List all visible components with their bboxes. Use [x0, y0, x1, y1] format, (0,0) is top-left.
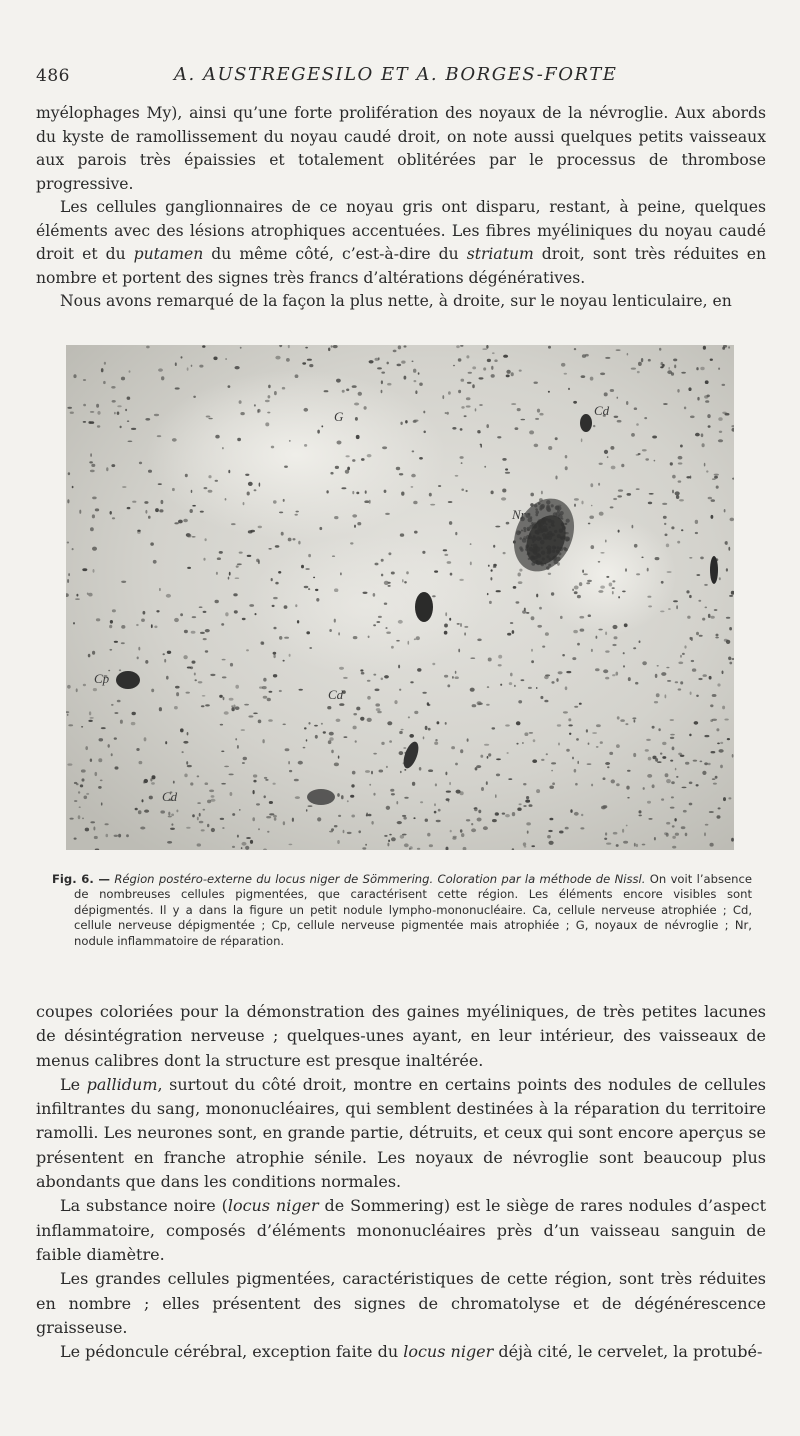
paragraph: Nous avons remarqué de la façon la plus nette, à droite, sur le noyau lenticulaire, en — [60, 292, 732, 310]
paragraph: myélophages My), ainsi qu’une forte prolifération des noyaux de la névroglie. Aux abords du kyste de ramollissement du noyau caudé droit, on note aussi quelques petits vaisseaux aux parois très épaissies et totalement oblitérées par le processus de thrombose progressive. — [36, 104, 766, 193]
paragraph: Le pédoncule cérébral, exception faite du locus niger déjà cité, le cervelet, la protubé- — [60, 1342, 763, 1362]
caption-body: Région postéro-externe du locus niger de Sömmering. Coloration par la méthode de Nissl. On voit l’absence de nombreuses cellules pigmentées, que caractérisent cette région. Les éléments encore visibles sont dépigmentés. Il y a dans la figure un petit nodule lympho-mononucléaire. Ca, cellule nerveuse atrophiée ; Cd, cellule nerveuse dépigmentée ; Cp, cellule nerveuse pigmentée mais atrophiée ; G, noyaux de névroglie ; Nr, nodule inflammatoire de réparation. — [74, 872, 752, 948]
caption-text — [52, 872, 752, 949]
micrograph-figure — [66, 345, 734, 850]
paragraph: La substance noire (locus niger de Sommering) est le siège de rares nodules d’aspect inflammatoire, composés d’éléments mononucléaires près d’un vaisseau sanguin de faible diamètre. — [36, 1196, 766, 1264]
top-text-block — [36, 102, 766, 314]
paragraph: coupes coloriées pour la démonstration des gaines myéliniques, de très petites lacunes de désintégration nerveuse ; quelques-unes ayant, en leur intérieur, des vaisseaux de menus calibres dont la structure est presque inaltérée. — [36, 1002, 766, 1070]
paragraph: Les cellules ganglionnaires de ce noyau gris ont disparu, restant, à peine, quelques éléments avec des lésions atrophiques accentuées. Les fibres myéliniques du noyau caudé droit et du putamen du même côté, c’est-à-dire du striatum droit, sont très réduites en nombre et portent des signes très francs d’altérations dégénératives. — [36, 198, 766, 287]
figure-label: Cd — [328, 687, 344, 702]
paragraph: Le pallidum, surtout du côté droit, montre en certains points des nodules de cellules infiltrantes du sang, mononucléaires, qui semblent destinées à la réparation du territoire ramolli. Les neurones sont, en grande partie, détruits, et ceux qui sont encore aperçus se présentent en franche atrophie sénile. Les noyaux de névroglie sont beaucoup plus abondants que dans les conditions normales. — [36, 1074, 766, 1192]
page-header — [36, 64, 764, 94]
running-title: A. AUSTREGESILO ET A. BORGES-FORTE — [174, 64, 618, 85]
caption-lead: Fig. 6. — — [52, 872, 110, 886]
paragraph: Les grandes cellules pigmentées, caractéristiques de cette région, sont très réduites en nombre ; elles présentent des signes de chromatolyse et de dégénérescence graisseuse. — [36, 1269, 766, 1337]
figure-label: Nr — [512, 507, 526, 522]
figure-label: G — [334, 409, 344, 424]
figure-caption — [52, 872, 752, 949]
figure-label: Cd — [162, 789, 178, 804]
figure-label: Cp — [94, 671, 110, 686]
figure-label: Cd — [594, 403, 610, 418]
page-number: 486 — [36, 66, 70, 86]
bottom-text-block — [36, 1000, 766, 1364]
micrograph-image — [66, 345, 734, 850]
